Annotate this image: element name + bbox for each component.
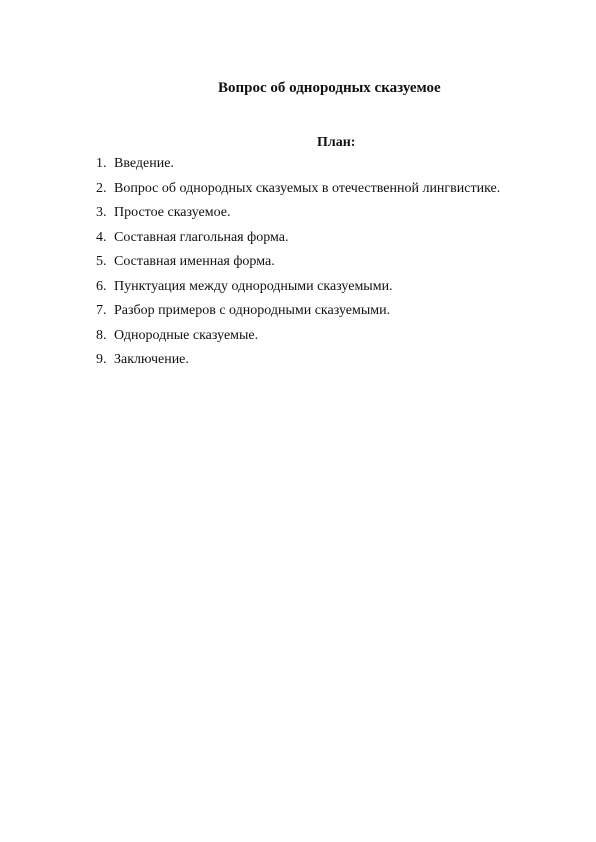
plan-item-4 <box>96 226 500 251</box>
list-item-text: Составная именная форма. <box>114 254 275 270</box>
list-item-text: Составная глагольная форма. <box>114 229 289 245</box>
list-number: 8. <box>96 327 107 343</box>
plan-item-3 <box>96 201 500 226</box>
plan-heading: План: <box>317 135 356 150</box>
list-number: 7. <box>96 303 107 319</box>
plan-item-8 <box>96 324 500 349</box>
list-number: 9. <box>96 352 107 368</box>
document-title: Вопрос об однородных сказуемое <box>218 80 441 96</box>
list-item-text: Заключение. <box>114 352 189 368</box>
list-number: 5. <box>96 254 107 270</box>
list-number: 2. <box>96 180 107 196</box>
list-number: 6. <box>96 278 107 294</box>
list-item-text: Разбор примеров с однородными сказуемыми. <box>114 303 391 319</box>
plan-item-1 <box>96 152 500 177</box>
list-number: 3. <box>96 205 107 221</box>
list-item-text: Однородные сказуемые. <box>114 327 259 343</box>
plan-item-2 <box>96 177 500 202</box>
plan-item-9 <box>96 348 500 373</box>
list-item-text: Введение. <box>114 156 174 172</box>
plan-item-5 <box>96 250 500 275</box>
list-item-text: Пунктуация между однородными сказуемыми. <box>114 278 393 294</box>
plan-item-7 <box>96 299 500 324</box>
list-number: 4. <box>96 229 107 245</box>
list-number: 1. <box>96 156 107 172</box>
list-item-text: Простое сказуемое. <box>114 205 231 221</box>
list-item-text: Вопрос об однородных сказуемых в отечественной лингвистике. <box>114 180 501 196</box>
plan-item-6 <box>96 275 500 300</box>
plan-list <box>96 152 500 373</box>
